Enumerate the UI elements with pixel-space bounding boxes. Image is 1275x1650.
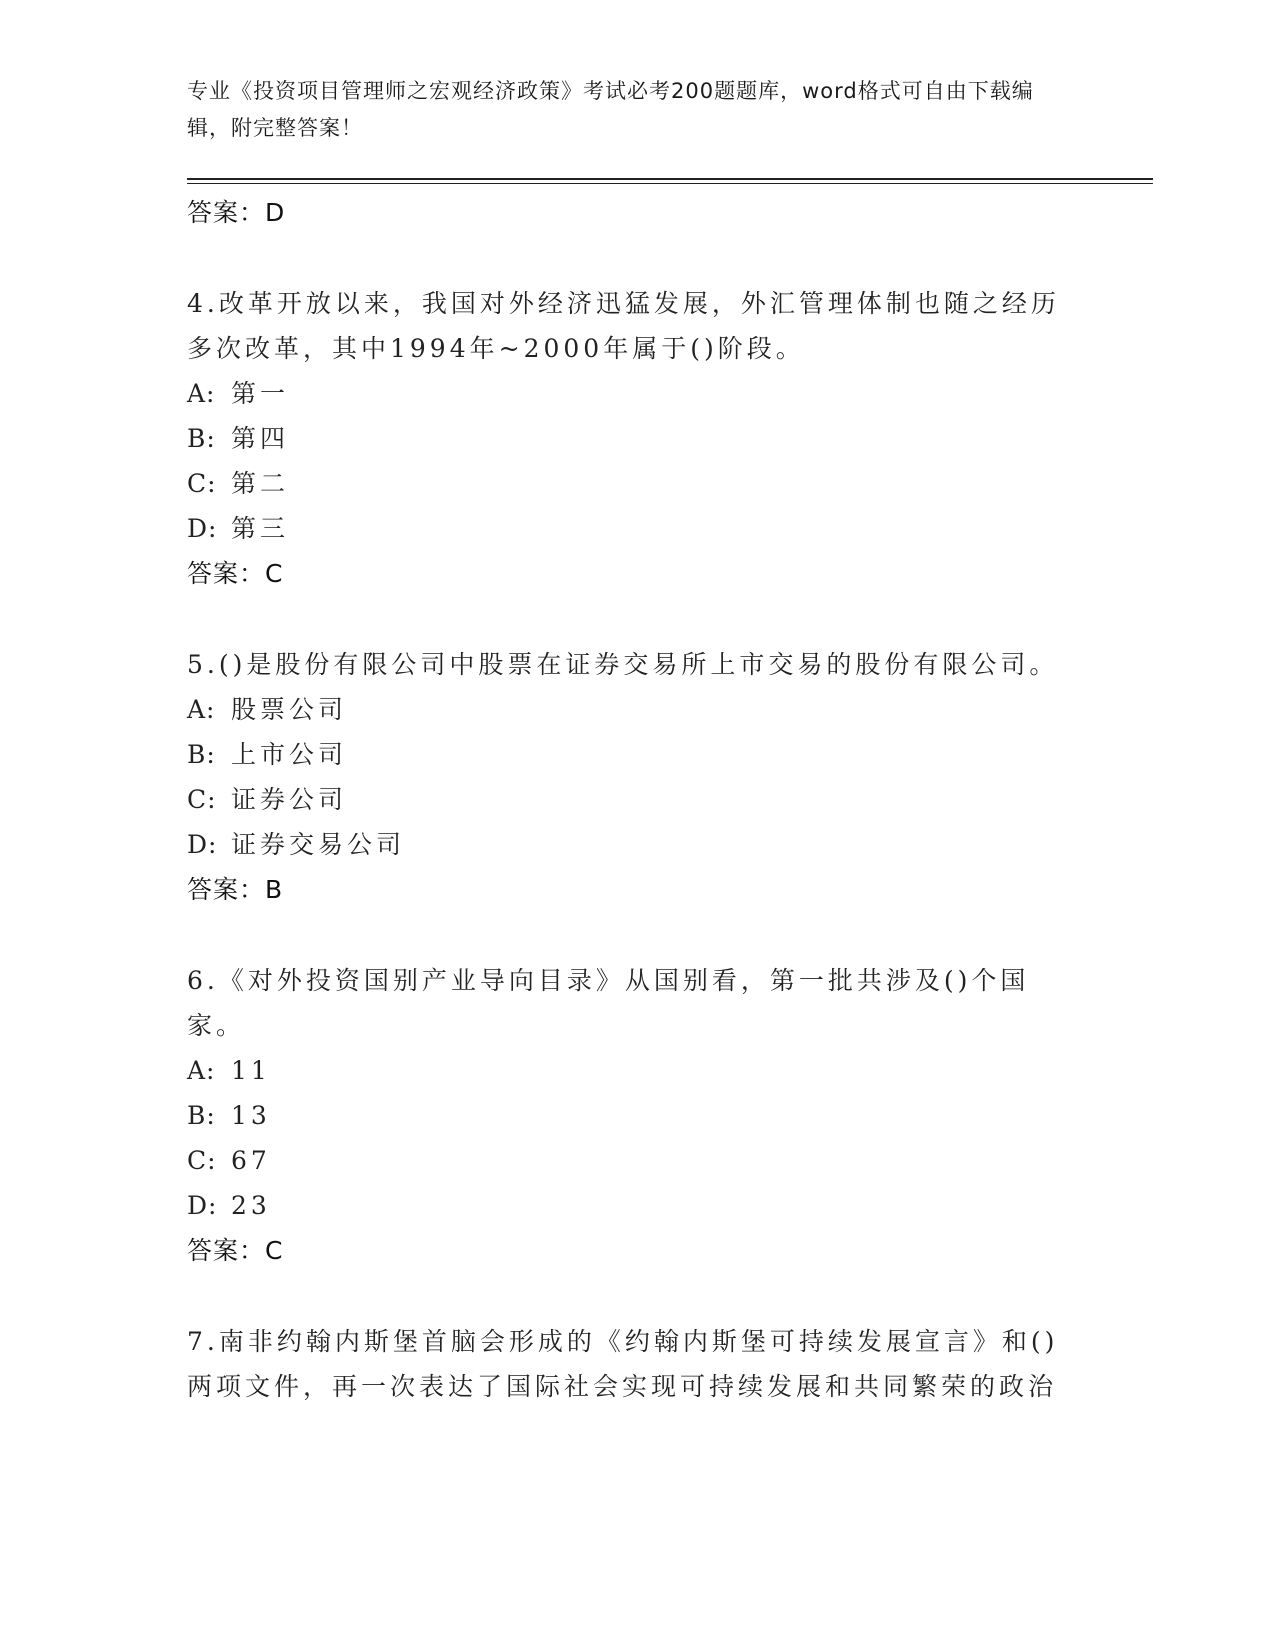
- option-c: [187, 1138, 1067, 1183]
- option-label: A:: [187, 379, 216, 408]
- option-a: [187, 687, 1067, 732]
- spacer: [187, 235, 1067, 281]
- question-stem: 5.()是股份有限公司中股票在证券交易所上市交易的股份有限公司。: [187, 650, 1059, 679]
- option-text: 67: [231, 1146, 271, 1175]
- option-d: [187, 1183, 1067, 1228]
- option-label: A:: [187, 1056, 216, 1085]
- question-stem: 7.南非约翰内斯堡首脑会形成的《约翰内斯堡可持续发展宣言》和()两项文件，再一次表达了国际社会实现可持续发展和共同繁荣的政治: [187, 1327, 1059, 1401]
- option-a: [187, 1048, 1067, 1093]
- option-text: 股票公司: [231, 695, 348, 724]
- option-d: [187, 506, 1067, 551]
- option-label: D:: [187, 1191, 218, 1220]
- option-text: 证券公司: [231, 785, 348, 814]
- option-text: 13: [231, 1101, 271, 1130]
- question-item: [187, 958, 1067, 1273]
- option-text: 第一: [231, 379, 290, 408]
- option-label: B:: [187, 1101, 216, 1130]
- option-label: C:: [187, 469, 217, 498]
- option-d: [187, 822, 1067, 867]
- option-label: B:: [187, 424, 216, 453]
- spacer: [187, 596, 1067, 642]
- document-header: 专业《投资项目管理师之宏观经济政策》考试必考200题题库，word格式可自由下载编辑，附完整答案！: [187, 79, 1034, 140]
- question-content: [187, 190, 1067, 1409]
- option-label: C:: [187, 1146, 217, 1175]
- answer-line: 答案：D: [187, 198, 286, 227]
- spacer: [187, 1273, 1067, 1319]
- question-item: [187, 281, 1067, 596]
- question-stem: 4.改革开放以来，我国对外经济迅猛发展，外汇管理体制也随之经历多次改革，其中1994年~2000年属于()阶段。: [187, 289, 1060, 363]
- answer-line: 答案：C: [187, 1236, 284, 1265]
- option-b: [187, 732, 1067, 777]
- option-label: D:: [187, 830, 218, 859]
- option-text: 第三: [231, 514, 290, 543]
- header-divider-thick: [187, 178, 1153, 180]
- answer-line: 答案：C: [187, 559, 284, 588]
- option-c: [187, 777, 1067, 822]
- question-item: [187, 642, 1067, 912]
- question-stem: 6.《对外投资国别产业导向目录》从国别看，第一批共涉及()个国家。: [187, 966, 1030, 1040]
- option-text: 证券交易公司: [231, 830, 406, 859]
- spacer: [187, 912, 1067, 958]
- option-text: 第四: [231, 424, 290, 453]
- option-b: [187, 416, 1067, 461]
- option-label: A:: [187, 695, 216, 724]
- answer-line: 答案：B: [187, 875, 284, 904]
- option-label: C:: [187, 785, 217, 814]
- option-c: [187, 461, 1067, 506]
- option-text: 第二: [231, 469, 290, 498]
- option-label: D:: [187, 514, 218, 543]
- option-text: 11: [231, 1056, 271, 1085]
- option-label: B:: [187, 740, 216, 769]
- question-item: [187, 1319, 1067, 1409]
- option-b: [187, 1093, 1067, 1138]
- option-text: 上市公司: [231, 740, 348, 769]
- header-divider-thin: [187, 183, 1153, 184]
- option-a: [187, 371, 1067, 416]
- option-text: 23: [231, 1191, 271, 1220]
